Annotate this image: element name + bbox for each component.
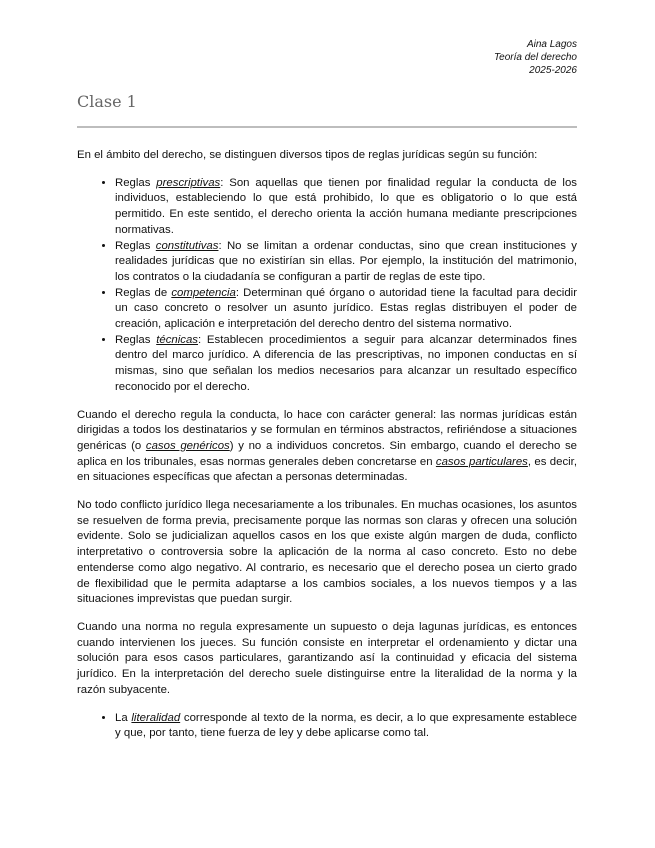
list-item bbox=[115, 711, 577, 742]
item-prefix: La bbox=[115, 711, 132, 724]
term: constitutivas bbox=[155, 239, 219, 252]
paragraph-judges: Cuando una norma no regula expresamente un supuesto o deja lagunas jurídicas, es entonces cuando intervienen los jueces. Su función consiste en interpretar el ordenamiento y dictar una solución para esos casos particulares, garantizando así la continuidad y eficacia del sistema jurídico. En la interpretación del derecho suele distinguirse entre la literalidad de la norma y la razón subyacente. bbox=[77, 620, 577, 696]
term: prescriptivas bbox=[156, 176, 221, 189]
rules-list bbox=[77, 176, 577, 396]
list-item bbox=[115, 333, 577, 396]
list-item bbox=[115, 239, 577, 286]
list-item bbox=[115, 176, 577, 239]
item-text: : Son aquellas que tienen por finalidad regular la conducta de los individuos, estableciendo lo que está prohibido, lo que es obligatorio o lo que está permitido. En este sentido, el derecho orienta la acción humana mediante prescripciones normativas. bbox=[115, 176, 577, 236]
author-name: Aina Lagos bbox=[526, 39, 577, 50]
term: casos genéricos bbox=[145, 439, 230, 452]
term: casos particulares bbox=[435, 455, 528, 468]
item-prefix: Reglas bbox=[115, 333, 157, 346]
item-prefix: Reglas bbox=[115, 239, 156, 252]
item-text: corresponde al texto de la norma, es decir, a lo que expresamente establece y que, por tanto, tiene fuerza de ley y debe aplicarse como tal. bbox=[115, 711, 577, 740]
term: técnicas bbox=[156, 333, 198, 346]
item-prefix: Reglas de bbox=[115, 286, 172, 299]
term: literalidad bbox=[131, 711, 181, 724]
course-name: Teoría del derecho bbox=[493, 52, 577, 63]
document-body bbox=[77, 148, 577, 754]
text: ) y no a individuos concretos. Sin embargo, cuando el derecho se aplica en los tribunales, esas normas generales deben concretarse en bbox=[77, 439, 577, 468]
academic-year: 2025-2026 bbox=[529, 65, 577, 76]
item-text: : Determinan qué órgano o autoridad tiene la facultad para decidir un caso concreto o resolver un asunto jurídico. Estas reglas distribuyen el poder de creación, aplicación e interpretación del derecho dentro del sistema normativo. bbox=[115, 286, 577, 331]
intro-paragraph: En el ámbito del derecho, se distinguen diversos tipos de reglas jurídicas según su función: bbox=[77, 149, 538, 161]
text: Cuando el derecho regula la conducta, lo hace con carácter general: las normas jurídicas están dirigidas a todos los destinatarios y se formulan en términos abstractos, refiriéndose a situaciones genéricas (o bbox=[77, 408, 577, 452]
title-divider bbox=[77, 126, 577, 128]
paragraph-general-norms bbox=[77, 408, 577, 487]
item-text: : Establecen procedimientos a seguir para alcanzar determinados fines dentro del marco jurídico. A diferencia de las prescriptivas, no imponen conductas en sí mismas, sino que señalan los medios necesarios para alcanzar un resultado específico reconocido por el derecho. bbox=[115, 333, 577, 393]
term: competencia bbox=[171, 286, 236, 299]
paragraph-conflicts: No todo conflicto jurídico llega necesariamente a los tribunales. En muchas ocasiones, los asuntos se resuelven de forma previa, precisamente porque las normas son claras y ofrecen una solución evidente. Solo se judicializan aquellos casos en los que existe algún margen de duda, conflicto interpretativo o controversia sobre la aplicación de la norma al caso concreto. Esto no debe entenderse como algo negativo. Al contrario, es necesario que el derecho posea un cierto grado de flexibilidad que le permita adaptarse a los cambios sociales, a los nuevos tiempos y a las situaciones imprevistas que puedan surgir. bbox=[77, 499, 577, 606]
item-prefix: Reglas bbox=[115, 176, 157, 189]
interpretation-list bbox=[77, 711, 577, 742]
text: , es decir, en situaciones específicas que afectan a personas determinadas. bbox=[77, 455, 577, 484]
list-item bbox=[115, 286, 577, 333]
page-title: Clase 1 bbox=[77, 92, 137, 111]
item-text: : No se limitan a ordenar conductas, sino que crean instituciones y realidades jurídicas que no existirían sin ellas. Por ejemplo, la institución del matrimonio, los contratos o la ciudadanía se configuran a partir de reglas de este tipo. bbox=[115, 239, 577, 283]
document-header bbox=[494, 38, 577, 77]
